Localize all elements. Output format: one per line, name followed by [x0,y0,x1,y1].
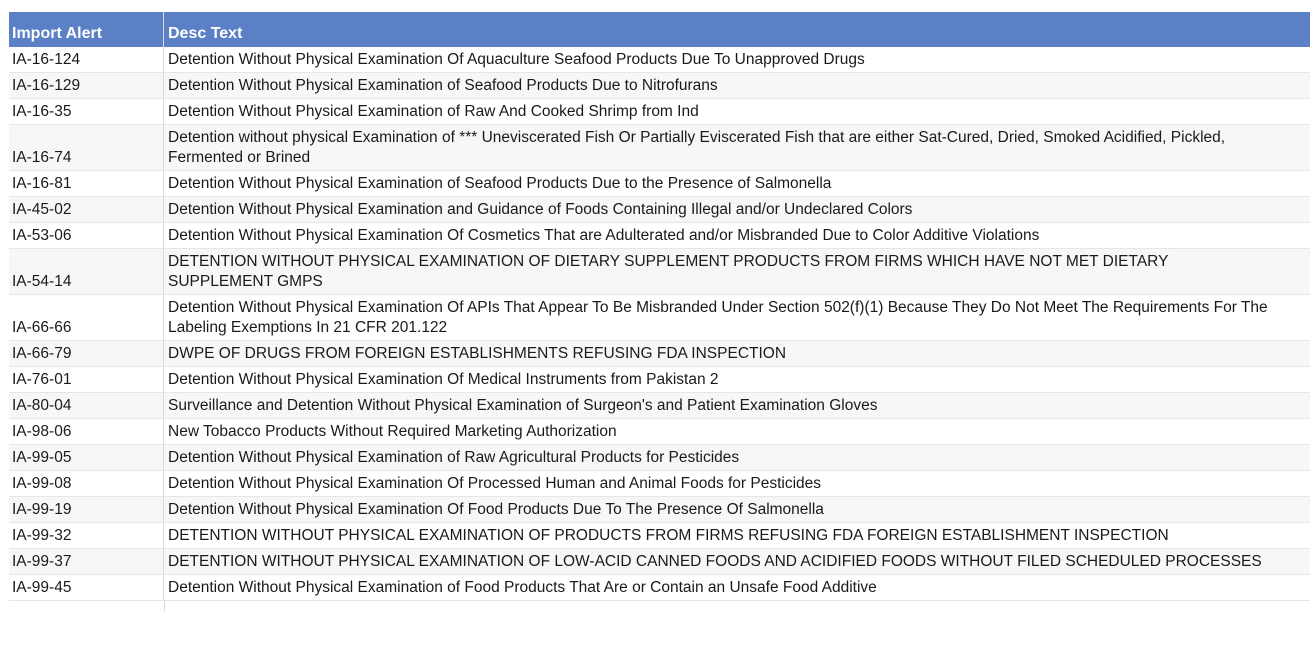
desc-text-cell[interactable]: New Tobacco Products Without Required Marketing Authorization [168,423,617,440]
table-row[interactable] [9,497,1310,523]
table-header [9,12,1310,47]
desc-text-cell[interactable]: DETENTION WITHOUT PHYSICAL EXAMINATION OF LOW-ACID CANNED FOODS AND ACIDIFIED FOODS WITHOUT FILED SCHEDULED PROCESSES [168,553,1262,570]
desc-text-cell[interactable]: Detention Without Physical Examination of Food Products That Are or Contain an Unsafe Food Additive [168,579,877,596]
table-row[interactable] [9,471,1310,497]
table-row[interactable] [9,575,1310,601]
desc-text-cell[interactable]: Detention Without Physical Examination Of Food Products Due To The Presence Of Salmonella [168,501,824,518]
import-alert-cell[interactable]: IA-99-19 [9,497,164,522]
desc-text-cell[interactable]: Detention Without Physical Examination Of Cosmetics That are Adulterated and/or Misbranded Due to Color Additive Violations [168,227,1040,244]
import-alert-cell[interactable]: IA-76-01 [9,367,164,392]
table-row[interactable] [9,523,1310,549]
import-alert-cell[interactable]: IA-99-08 [9,471,164,496]
table-row[interactable] [9,367,1310,393]
desc-text-cell[interactable]: Detention Without Physical Examination Of APIs That Appear To Be Misbranded Under Section 502(f)(1) Because They Do Not Meet The Requirements For The Labeling Exemptions In 21 CFR 201.122 [168,299,1268,336]
desc-text-cell[interactable]: DETENTION WITHOUT PHYSICAL EXAMINATION OF DIETARY SUPPLEMENT PRODUCTS FROM FIRMS WHICH HAVE NOT MET DIETARY SUPPLEMENT GMPS [168,253,1169,290]
table-row[interactable] [9,125,1310,171]
desc-text-cell[interactable]: DETENTION WITHOUT PHYSICAL EXAMINATION OF PRODUCTS FROM FIRMS REFUSING FDA FOREIGN ESTABLISHMENT INSPECTION [168,527,1169,544]
table-row[interactable] [9,223,1310,249]
table-row[interactable] [9,197,1310,223]
import-alert-cell[interactable]: IA-66-66 [9,295,164,340]
import-alert-cell[interactable]: IA-99-05 [9,445,164,470]
table-row[interactable] [9,445,1310,471]
table-row[interactable] [9,295,1310,341]
empty-row[interactable] [9,601,1310,611]
import-alert-cell[interactable]: IA-99-37 [9,549,164,574]
desc-text-cell[interactable]: Detention Without Physical Examination of Seafood Products Due to Nitrofurans [168,77,718,94]
table-row[interactable] [9,419,1310,445]
column-header-label: Import Alert [12,25,103,42]
desc-text-cell[interactable]: Detention without physical Examination of *** Uneviscerated Fish Or Partially Eviscerated Fish that are either Sat-Cured, Dried, Smoked Acidified, Pickled, Fermented or Brined [168,129,1226,166]
desc-text-cell[interactable]: Detention Without Physical Examination of Raw And Cooked Shrimp from Ind [168,103,699,120]
import-alert-cell[interactable]: IA-16-124 [9,47,164,72]
import-alert-cell[interactable]: IA-45-02 [9,197,164,222]
desc-text-cell[interactable]: Surveillance and Detention Without Physical Examination of Surgeon's and Patient Examination Gloves [168,397,878,414]
import-alert-cell[interactable]: IA-66-79 [9,341,164,366]
table-row[interactable] [9,341,1310,367]
desc-text-cell[interactable]: Detention Without Physical Examination Of Aquaculture Seafood Products Due To Unapproved Drugs [168,51,865,68]
table-row[interactable] [9,249,1310,295]
column-header-label: Desc Text [168,25,243,42]
table-row[interactable] [9,549,1310,575]
import-alert-table [9,12,1310,611]
import-alert-cell[interactable]: IA-54-14 [9,249,164,294]
import-alert-cell[interactable]: IA-98-06 [9,419,164,444]
import-alert-cell[interactable]: IA-16-74 [9,125,164,170]
column-header-desc-text[interactable] [164,12,1310,47]
desc-text-cell[interactable]: Detention Without Physical Examination Of Processed Human and Animal Foods for Pesticides [168,475,822,492]
import-alert-cell[interactable]: IA-99-32 [9,523,164,548]
import-alert-cell[interactable]: IA-16-81 [9,171,164,196]
table-row[interactable] [9,73,1310,99]
desc-text-cell[interactable]: Detention Without Physical Examination Of Medical Instruments from Pakistan 2 [168,371,719,388]
table-row[interactable] [9,47,1310,73]
table-row[interactable] [9,99,1310,125]
import-alert-cell[interactable]: IA-99-45 [9,575,164,600]
import-alert-cell[interactable]: IA-16-129 [9,73,164,98]
desc-text-cell[interactable]: DWPE OF DRUGS FROM FOREIGN ESTABLISHMENTS REFUSING FDA INSPECTION [168,345,787,362]
desc-text-cell[interactable]: Detention Without Physical Examination and Guidance of Foods Containing Illegal and/or Undeclared Colors [168,201,913,218]
import-alert-cell[interactable]: IA-16-35 [9,99,164,124]
desc-text-cell[interactable]: Detention Without Physical Examination of Seafood Products Due to the Presence of Salmonella [168,175,832,192]
import-alert-cell[interactable]: IA-53-06 [9,223,164,248]
desc-text-cell[interactable]: Detention Without Physical Examination of Raw Agricultural Products for Pesticides [168,449,740,466]
table-row[interactable] [9,171,1310,197]
table-row[interactable] [9,393,1310,419]
column-header-import-alert[interactable] [9,12,164,47]
import-alert-cell[interactable]: IA-80-04 [9,393,164,418]
empty-cell[interactable] [9,601,165,611]
